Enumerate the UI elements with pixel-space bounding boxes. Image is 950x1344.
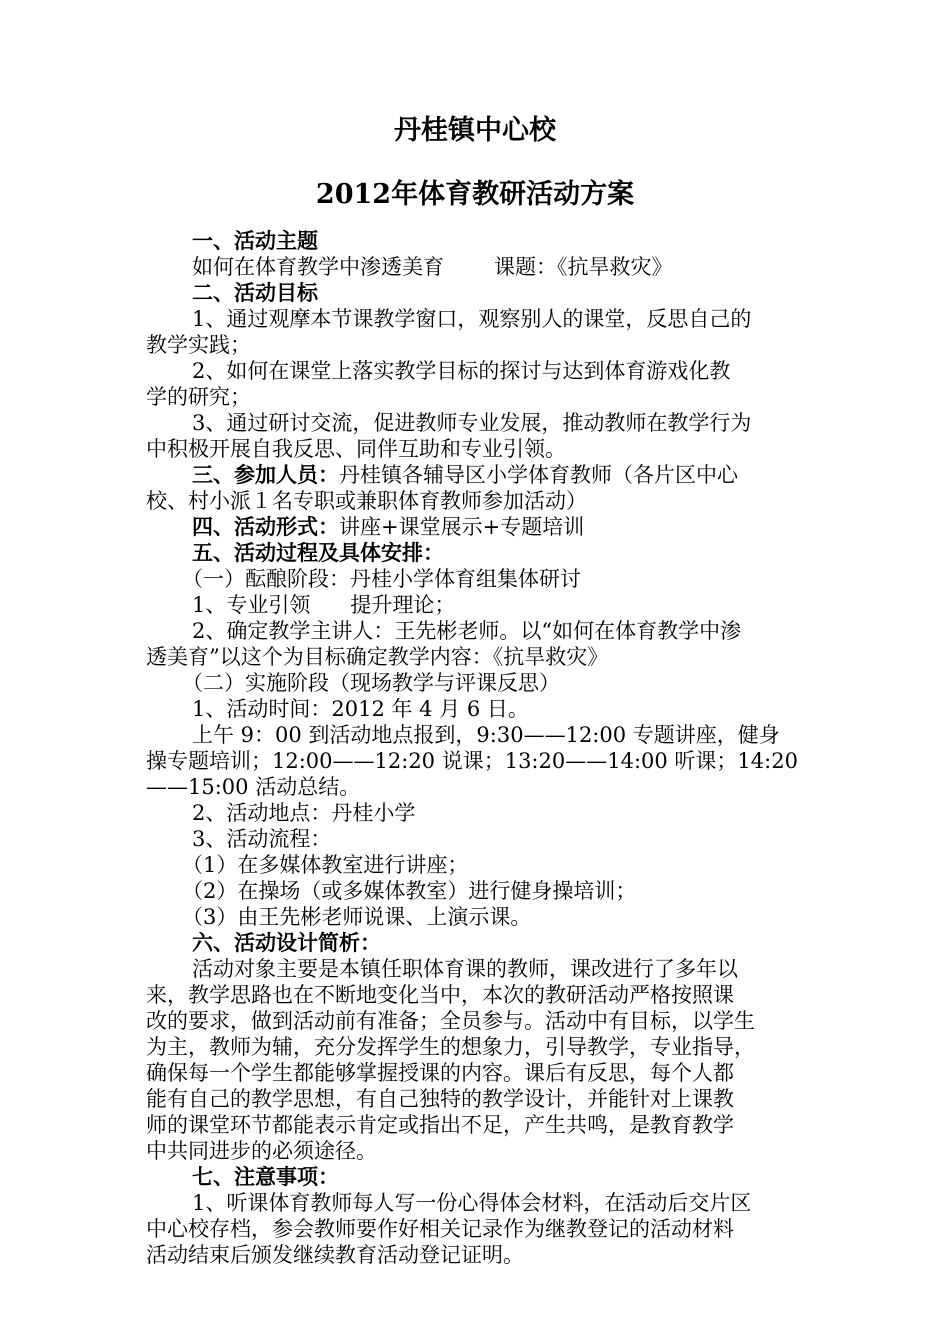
paragraph-line: 活动结束后颁发继续教育活动登记证明。 — [146, 1243, 524, 1267]
paragraph-line — [146, 592, 856, 618]
paragraph-text: 1、专业引领 — [192, 593, 311, 617]
document-subtitle: 2012年体育教研活动方案 — [315, 179, 635, 210]
paragraph-line: 能有自己的教学思想，有自己独特的教学设计，并能针对上课教 — [146, 1087, 734, 1111]
paragraph-line: 为主，教师为辅，充分发挥学生的想象力，引导教学，专业指导， — [146, 1035, 755, 1059]
paragraph-line: ——15:00 活动总结。 — [146, 775, 361, 799]
paragraph-line: 教学实践； — [146, 333, 251, 357]
paragraph-line: 2、活动地点：丹桂小学 — [192, 801, 416, 825]
document-title: 丹桂镇中心校 — [394, 115, 556, 146]
paragraph-line: 3、通过研讨交流，促进教师专业发展，推动教师在教学行为 — [192, 411, 752, 435]
paragraph-text: 提升理论； — [350, 593, 456, 617]
paragraph-line: 中心校存档，参会教师要作好相关记录作为继教登记的活动材料 — [146, 1217, 734, 1241]
paragraph-line: 2、如何在课堂上落实教学目标的探讨与达到体育游戏化教 — [192, 359, 731, 383]
paragraph-line: 透美育”以这个为目标确定教学内容：《抗旱救灾》 — [146, 645, 609, 669]
section-5-heading: 五、活动过程及具体安排： — [192, 540, 444, 565]
paragraph-line: 中积极开展自我反思、同伴互助和专业引领。 — [146, 437, 566, 461]
section-3-line — [146, 462, 856, 488]
section-4-heading: 四、活动形式： — [192, 514, 339, 539]
section-1-line — [146, 254, 856, 280]
paragraph-line: （二）实施阶段（现场教学与评课反思） — [182, 671, 560, 695]
paragraph-line: （2）在操场（或多媒体教室）进行健身操培训； — [182, 879, 637, 903]
paragraph-line: 2、确定教学主讲人：王先彬老师。以“如何在体育教学中渗 — [192, 619, 742, 643]
paragraph-line: 师的课堂环节都能表示肯定或指出不足，产生共鸣，是教育教学 — [146, 1113, 734, 1137]
paragraph-line: 改的要求，做到活动前有准备；全员参与。活动中有目标，以学生 — [146, 1009, 755, 1033]
activity-form-text: 讲座+课堂展示+专题培训 — [339, 515, 585, 539]
paragraph-line: 中共同进步的必须途径。 — [146, 1139, 377, 1163]
paragraph-line: 确保每一个学生都能够掌握授课的内容。课后有反思，每个人都 — [146, 1061, 734, 1085]
activity-topic: 如何在体育教学中渗透美育 — [192, 255, 444, 279]
paragraph-line: 1、通过观摩本节课教学窗口，观察别人的课堂，反思自己的 — [192, 307, 752, 331]
paragraph-line: 操专题培训；12:00——12:20 说课；13:20——14:00 听课；14:20 — [146, 749, 798, 773]
paragraph-line: 来，教学思路也在不断地变化当中，本次的教研活动严格按照课 — [146, 983, 734, 1007]
paragraph-line: （3）由王先彬老师说课、上演示课。 — [182, 905, 532, 929]
paragraph-line: 学的研究； — [146, 385, 251, 409]
paragraph-line: （1）在多媒体教室进行讲座； — [182, 853, 469, 877]
section-7-heading: 七、注意事项： — [192, 1164, 339, 1189]
section-4-line — [146, 514, 856, 540]
paragraph-line: 3、活动流程： — [192, 827, 332, 851]
section-6-heading: 六、活动设计简析： — [192, 930, 381, 955]
participants-text: 丹桂镇各辅导区小学体育教师（各片区中心 — [339, 463, 738, 487]
paragraph-line: 上午 9：00 到活动地点报到，9:30——12:00 专题讲座，健身 — [192, 723, 780, 747]
section-2-heading: 二、活动目标 — [192, 280, 318, 305]
paragraph-line: 1、听课体育教师每人写一份心得体会材料，在活动后交片区 — [192, 1191, 752, 1215]
course-title: 课题：《抗旱救灾》 — [494, 255, 673, 279]
section-1-heading: 一、活动主题 — [192, 228, 318, 253]
paragraph-line: （一）酝酿阶段：丹桂小学体育组集体研讨 — [182, 567, 581, 591]
paragraph-line: 活动对象主要是本镇任职体育课的教师，课改进行了多年以 — [192, 957, 738, 981]
paragraph-line: 1、活动时间：2012 年 4 月 6 日。 — [192, 697, 529, 721]
paragraph-line: 校、村小派１名专职或兼职体育教师参加活动） — [146, 489, 587, 513]
section-3-heading: 三、参加人员： — [192, 462, 339, 487]
